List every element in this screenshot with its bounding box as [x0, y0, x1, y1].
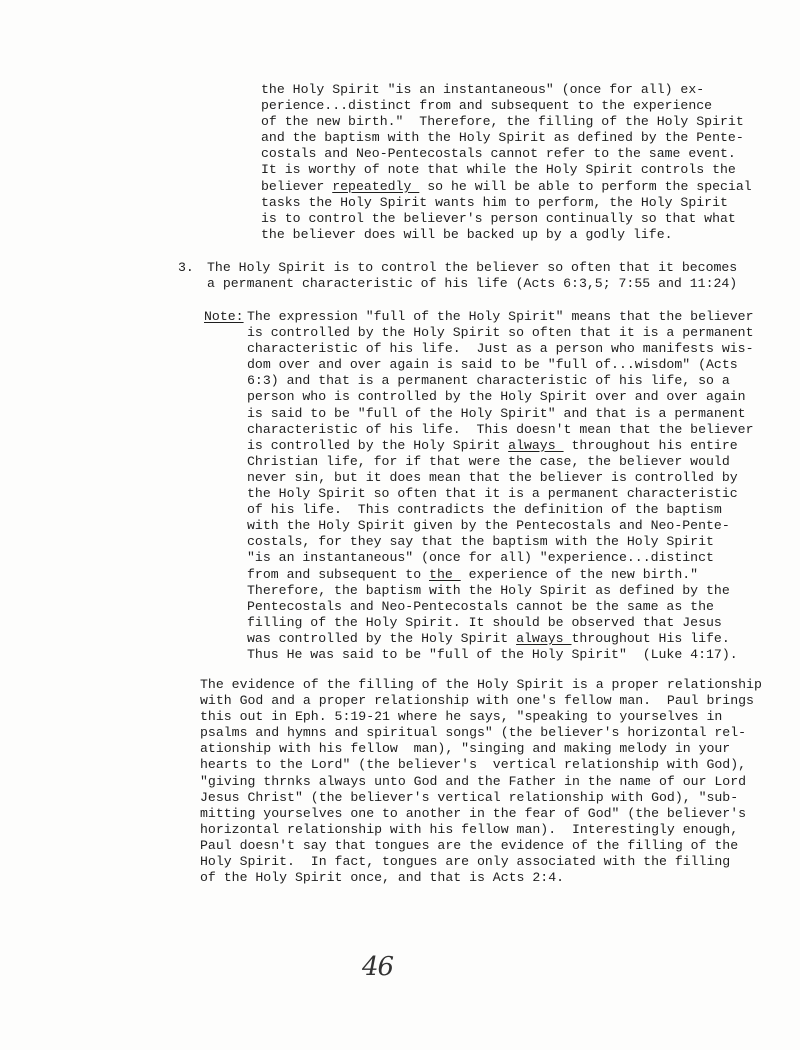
text-segment: The Holy Spirit is to control the believer so often that it becomes — [207, 260, 738, 275]
list-item-number: 3. — [178, 260, 194, 275]
text-segment: the Holy Spirit "is an instantaneous" (once for all) ex- — [261, 82, 705, 97]
text-line — [200, 870, 762, 886]
text-line — [200, 725, 762, 741]
text-segment: so he will be able to perform the special — [419, 178, 752, 194]
text-segment: of the Holy Spirit once, and that is Acts 2:4. — [200, 870, 565, 886]
text-line — [261, 130, 752, 146]
text-segment: was controlled by the Holy Spirit — [247, 630, 517, 646]
underlined-text: always — [508, 437, 564, 453]
text-line — [261, 195, 752, 211]
text-line — [247, 599, 753, 615]
text-segment: "giving thrnks always unto God and the Father in the name of our Lord — [200, 773, 747, 789]
text-segment: with God and a proper relationship with one's fellow man. Paul brings — [200, 693, 754, 709]
text-segment: with the Holy Spirit given by the Pentecostals and Neo-Pente- — [247, 518, 730, 534]
underlined-text: always — [516, 630, 572, 646]
text-segment: The expression "full of the Holy Spirit" means that the believer — [247, 309, 754, 324]
text-segment: The evidence of the filling of the Holy Spirit is a proper relationship — [200, 677, 762, 692]
text-segment: 6:3) and that is a permanent characteristic of his life, so a — [247, 373, 730, 389]
text-segment: believer — [261, 178, 333, 194]
text-segment: characteristic of his life. Just as a person who manifests wis- — [247, 341, 754, 357]
text-segment: dom over and over again is said to be "full of...wisdom" (Acts — [247, 357, 738, 373]
text-line — [200, 838, 762, 854]
text-segment: is to control the believer's person continually so that what — [261, 210, 736, 226]
text-line — [200, 693, 762, 709]
text-line — [247, 647, 753, 663]
text-line — [247, 309, 753, 325]
text-line — [200, 854, 762, 870]
text-segment: from and subsequent to — [247, 566, 430, 582]
underlined-text: the — [429, 566, 461, 582]
text-line — [200, 806, 762, 822]
text-line — [247, 583, 753, 599]
text-segment: is said to be "full of the Holy Spirit" and that is a permanent — [247, 405, 746, 421]
text-line — [247, 550, 753, 566]
text-line — [207, 276, 737, 292]
text-line — [261, 146, 752, 162]
underlined-text: repeatedly — [332, 178, 420, 194]
text-line — [247, 373, 753, 389]
text-segment: costals, for they say that the baptism with the Holy Spirit — [247, 534, 714, 550]
text-segment: psalms and hymns and spiritual songs" (the believer's horizontal rel- — [200, 725, 747, 741]
text-segment: characteristic of his life. This doesn't mean that the believer — [247, 421, 754, 437]
text-segment: horizontal relationship with his fellow man). Interestingly enough, — [200, 821, 739, 837]
text-segment: is controlled by the Holy Spirit — [247, 437, 509, 453]
text-line — [247, 518, 753, 534]
text-line — [200, 822, 762, 838]
text-segment: hearts to the Lord" (the believer's vertical relationship with God), — [200, 757, 747, 773]
text-line — [207, 260, 737, 276]
text-line — [261, 162, 752, 178]
text-segment: Holy Spirit. In fact, tongues are only associated with the filling — [200, 854, 731, 870]
text-line — [247, 615, 753, 631]
text-line — [261, 98, 752, 114]
text-segment: throughout His life. — [571, 630, 730, 646]
text-segment: a permanent characteristic of his life (Acts 6:3,5; 7:55 and 11:24) — [207, 276, 738, 292]
text-line — [200, 709, 762, 725]
text-segment: this out in Eph. 5:19-21 where he says, "speaking to yourselves in — [200, 709, 723, 725]
text-line — [247, 406, 753, 422]
note-paragraph — [247, 309, 753, 663]
text-segment: experience of the new birth." — [460, 566, 699, 582]
text-line — [247, 454, 753, 470]
evidence-paragraph — [200, 677, 762, 886]
text-segment: person who is controlled by the Holy Spirit over and over again — [247, 389, 746, 405]
text-line — [247, 357, 753, 373]
text-segment: Therefore, the baptism with the Holy Spirit as defined by the — [247, 582, 730, 598]
text-segment: ationship with his fellow man), "singing and making melody in your — [200, 741, 731, 757]
text-segment: Jesus Christ" (the believer's vertical relationship with God), "sub- — [200, 789, 739, 805]
text-line — [247, 502, 753, 518]
text-segment: the believer does will be backed up by a godly life. — [261, 226, 673, 242]
text-segment: filling of the Holy Spirit. It should be observed that Jesus — [247, 614, 722, 630]
text-segment: is controlled by the Holy Spirit so often that it is a permanent — [247, 325, 754, 341]
text-segment: Christian life, for if that were the case, the believer would — [247, 453, 730, 469]
text-line — [261, 211, 752, 227]
text-line — [200, 741, 762, 757]
text-line — [247, 438, 753, 454]
text-line — [200, 677, 762, 693]
list-item-3-text — [207, 260, 737, 292]
text-segment: perience...distinct from and subsequent to the experience — [261, 98, 713, 114]
text-line — [200, 774, 762, 790]
text-line — [247, 341, 753, 357]
text-segment: the Holy Spirit so often that it is a permanent characteristic — [247, 486, 738, 502]
text-line — [261, 114, 752, 130]
page-number: 46 — [362, 952, 394, 982]
text-line — [200, 790, 762, 806]
text-segment: Paul doesn't say that tongues are the evidence of the filling of the — [200, 837, 739, 853]
text-line — [247, 486, 753, 502]
text-segment: Thus He was said to be "full of the Holy Spirit" (Luke 4:17). — [247, 646, 738, 662]
text-line — [261, 179, 752, 195]
text-segment: never sin, but it does mean that the believer is controlled by — [247, 469, 738, 485]
text-segment: tasks the Holy Spirit wants him to perform, the Holy Spirit — [261, 194, 728, 210]
text-segment: mitting yourselves one to another in the fear of God" (the believer's — [200, 805, 747, 821]
continuation-paragraph — [261, 82, 752, 243]
text-line — [200, 757, 762, 773]
text-line — [261, 227, 752, 243]
text-line — [247, 325, 753, 341]
text-segment: and the baptism with the Holy Spirit as defined by the Pente- — [261, 130, 744, 146]
text-line — [247, 422, 753, 438]
text-line — [247, 567, 753, 583]
note-label: Note: — [204, 309, 244, 324]
text-segment: throughout his entire — [563, 437, 738, 453]
text-segment: Pentecostals and Neo-Pentecostals cannot be the same as the — [247, 598, 714, 614]
text-segment: costals and Neo-Pentecostals cannot refer to the same event. — [261, 146, 736, 162]
text-line — [247, 389, 753, 405]
text-line — [247, 631, 753, 647]
text-segment: It is worthy of note that while the Holy Spirit controls the — [261, 162, 736, 178]
text-segment: of the new birth." Therefore, the filling of the Holy Spirit — [261, 114, 744, 130]
text-line — [247, 470, 753, 486]
text-line — [261, 82, 752, 98]
text-segment: "is an instantaneous" (once for all) "experience...distinct — [247, 550, 714, 566]
text-line — [247, 534, 753, 550]
text-segment: of his life. This contradicts the definition of the baptism — [247, 502, 722, 518]
